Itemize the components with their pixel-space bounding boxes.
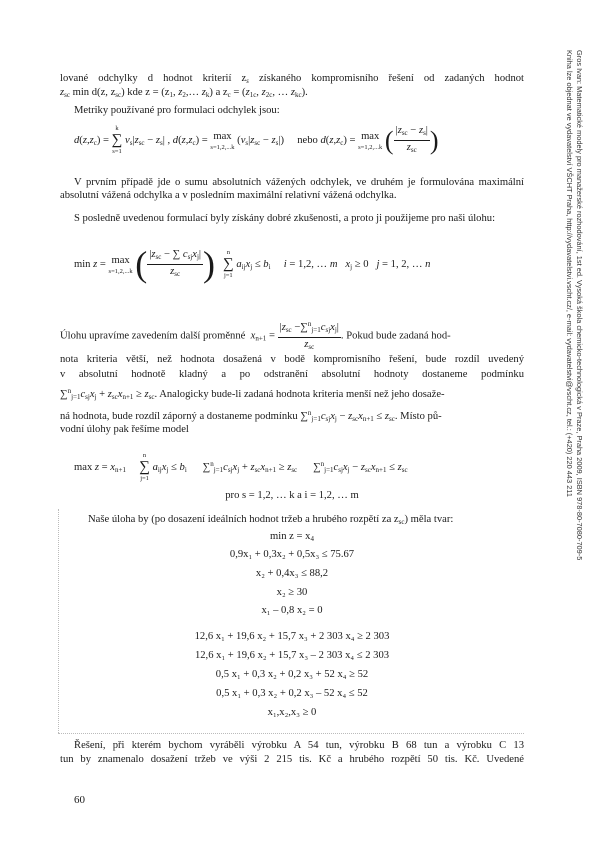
paragraph-1-line-2: $z_{sc}$ min d(z, $z_{sc}$) kde $z = (z_1$, $z_2,\dots$ $z_k$) a $z_c = (z_{1c}$, $z_{2c}$, … $z_{kc}$).	[60, 87, 308, 99]
equation-4: x₂ ≥ 30	[276, 587, 308, 598]
equation-7: 12,6 x₁ + 19,6 x₂ + 15,7 x₃ – 2 303 x₄ ≤ 2 303	[194, 650, 390, 661]
solution-line-1: Řešení, při kterém bychom vyráběli výrobku A 54 tun, výrobku B 68 tun a výrobku C 13	[74, 740, 524, 751]
max-z-model: $\max z = x_{n+1}$ n ∑ j=1 $a_{ij}x_j \le b_i$ $\sum^n_{j=1}c_{sj}x_j + z_{sc}x_{n+1} \ge z_{sc}$ $\sum^n_{j=1}c_{sj}x_j - z_{sc}x_{n+1} \le z_{sc}$	[74, 452, 408, 482]
paragraph-1-line-1: lované odchylky d hodnot kriterií $z_s$ získaného kompromisního řešení od zadaných hodnot	[60, 73, 524, 85]
sidebar-line-1: Gros Ivan: Matematické modely pro manažerské rozhodování, 1st ed. Vysoká škola chemicko-technologická v Praze, Praha 2009, ISBN 978-80-7080-709-5	[575, 50, 584, 561]
equation-3: x₂ + 0,4x₃ ≤ 88,2	[255, 568, 329, 579]
equation-8: 0,5 x₁ + 0,3 x₂ + 0,2 x₃ + 52 x₄ ≥ 52	[215, 669, 369, 680]
example-frame-bottom	[58, 733, 524, 734]
paragraph-2: V prvním případě jde o sumu absolutních vážených odchylek, ve druhém je formulována maximální absolutní vážená odchylka a v posledním maximální relativní vážená odchylka.	[60, 177, 524, 201]
equation-9: 0,5 x₁ + 0,3 x₂ + 0,2 x₃ – 52 x₄ ≤ 52	[216, 688, 368, 699]
paragraph-4-line-4: $\sum^n_{j=1}c_{sj}x_j + z_{sc}x_{n+1} \ge z_{sc}$. Analogicky bude-li zadaná hodnota kriteria menší než jeho dosaže-	[60, 387, 445, 401]
page-number: 60	[74, 794, 85, 806]
paragraph-4-line-2: nota kriteria větší, než hodnota dosažená v bodě kompromisního řešení, bude rozdíl uvedený	[60, 354, 524, 365]
paragraph-4-line-1: Úlohu upravíme zavedením další proměnné $x_{n+1}$ = $\frac{|z_{sc} -\sum^n_{j=1}c_{sj}x_j|}{z_{sc}}$ . Pokud bude zadaná hod-	[60, 320, 451, 351]
equation-10: x₁,x₂,x₃ ≥ 0	[267, 707, 317, 718]
solution-line-2: tun by znamenalo dosažení tržeb ve výši 2 215 tis. Kč a hrubého rozpětí 50 tis. Kč. Uvedené	[60, 754, 524, 765]
paragraph-4-line-6: vodní úlohy pak řešíme model	[60, 424, 189, 435]
example-intro: Naše úloha by (po dosazení ideálních hodnot tržeb a hrubého rozpětí za $z_{sc}$) měla tvar:	[88, 514, 454, 526]
sidebar-line-2: Kniha lze objednat ve vydavatelství VŠCHT Praha, http://vydavatelstvi.vscht.cz/, e-mail: vydavatelstvi@vscht.cz, tel.: (+420) 220 443 211	[565, 50, 575, 497]
metrics-intro: Metriky používané pro formulaci odchylek jsou:	[74, 105, 280, 116]
metrics-formula: $d(z,z_c)$ = k ∑ s=1 $v_s|z_{sc} - z_s|$ , $d(z,z_c)$ = max s=1,2,...k $(v_s|z_{sc} - z_s|)$ nebo $d(z,z_c)$ = max s=1,2,...k ( $\frac{|z_{sc} - z_s|}{z_{sc}}$ )	[74, 125, 439, 155]
sidebar-citation	[554, 50, 584, 810]
paragraph-4-line-5: ná hodnota, bude rozdíl záporný a dostaneme podmínku $\sum^n_{j=1}c_{sj}x_j - z_{sc}x_{n+1} \le z_{sc}$. Místo pů-	[60, 409, 442, 423]
equation-1: $\min z = x_4$	[270, 531, 314, 543]
paragraph-3: S posledně uvedenou formulací byly získány dobré zkušenosti, a proto ji použijeme pro naši úlohu:	[74, 213, 496, 224]
paragraph-4-line-3: v absolutní hodnotě kladný a po odstranění absolutní hodnoty dostaneme podmínku	[60, 369, 524, 380]
equation-2: 0,9x₁ + 0,3x₂ + 0,5x₃ ≤ 75.67	[229, 549, 355, 560]
equation-5: x₁ – 0,8 x₂ = 0	[261, 605, 323, 616]
range-line: pro s = 1,2, … k a i = 1,2, … m	[225, 490, 359, 501]
min-z-formula: min z = max s=1,2,...k ( $\frac{|z_{sc} - \sum c_{sj}x_j|}{z_{sc}}$ ) n ∑ j=1 $a_{ij}x_j \le b_i$ i = 1,2, … m $x_j \ge 0$ j = 1, 2, … n	[74, 244, 431, 284]
equation-6: 12,6 x₁ + 19,6 x₂ + 15,7 x₃ + 2 303 x₄ ≥ 2 303	[194, 631, 390, 642]
